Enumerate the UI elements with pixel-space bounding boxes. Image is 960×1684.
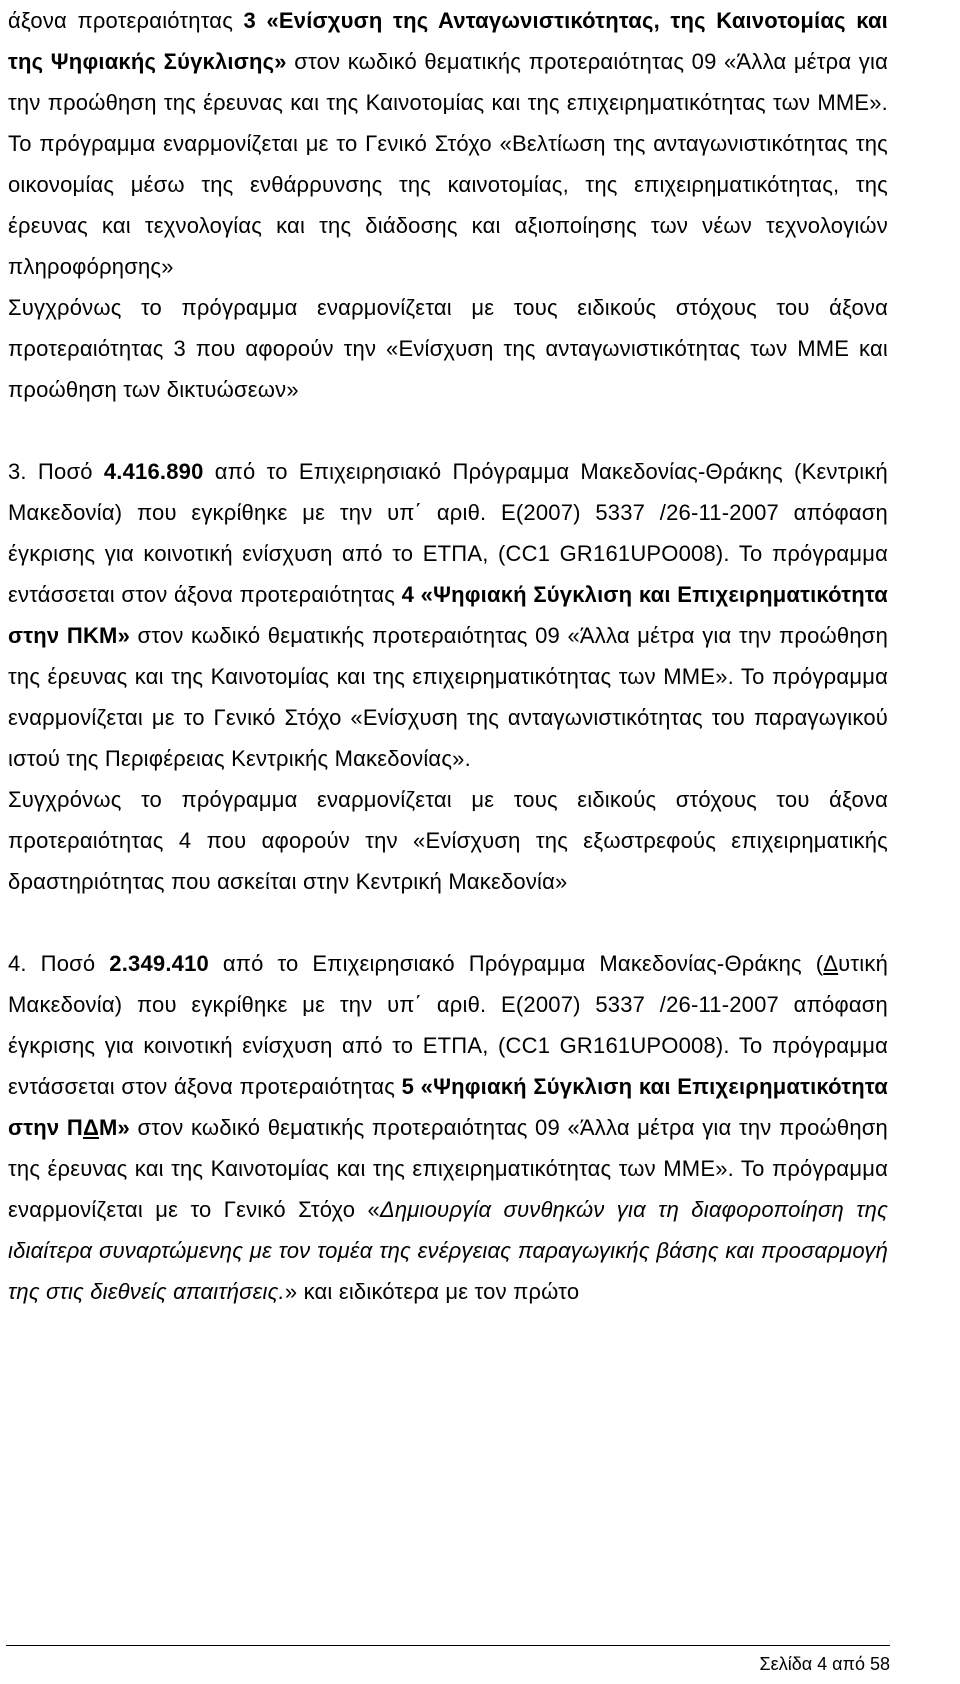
text: 5 «Ψηφιακή Σύγκλιση και Επιχειρηματικότητα στην Π	[8, 1074, 888, 1140]
underlined-text: Δ	[823, 951, 839, 976]
page-number: Σελίδα 4 από 58	[759, 1654, 890, 1674]
document-body	[8, 0, 888, 1312]
text: από το Επιχειρησιακό Πρόγραμμα Μακεδονίας-Θράκης (	[208, 951, 824, 976]
spacer	[8, 902, 888, 943]
spacer	[8, 410, 888, 451]
footer-divider	[6, 1645, 890, 1646]
text: Μ»	[98, 1115, 130, 1140]
text: 3. Ποσό	[8, 459, 104, 484]
bold-text: 4 «Ψηφιακή Σύγκλιση και Επιχειρηματικότητα στην ΠΚΜ»	[8, 582, 888, 648]
bold-amount: 4.416.890	[103, 459, 204, 484]
bold-text: 3 «Ενίσχυση της Ανταγωνιστικότητας, της Καινοτομίας και της Ψηφιακής Σύγκλισης»	[8, 8, 888, 74]
text: στον κωδικό θεματικής προτεραιότητας 09 «Άλλα μέτρα για την προώθηση της έρευνας και της Καινοτομίας και της επιχειρηματικότητας των ΜΜΕ». Το πρόγραμμα εναρμονίζεται με το Γενικό Στόχο «Βελτίωση της ανταγωνιστικότητας της οικονομίας μέσω της ενθάρρυνσης της καινοτομίας, της επιχειρηματικότητας, της έρευνας και τεχνολογίας και της διάδοσης και αξιοποίησης των νέων τεχνολογιών πληροφόρησης»	[8, 49, 888, 279]
text: » και ειδικότερα με τον πρώτο	[284, 1279, 580, 1304]
text: στον κωδικό θεματικής προτεραιότητας 09 «Άλλα μέτρα για την προώθηση της έρευνας και της Καινοτομίας και της επιχειρηματικότητας των ΜΜΕ». Το πρόγραμμα εναρμονίζεται με το Γενικό Στόχο «Ενίσχυση της ανταγωνιστικότητας του παραγωγικού ιστού της Περιφέρειας Κεντρικής Μακεδονίας».	[8, 623, 889, 771]
text: άξονα προτεραιότητας	[8, 8, 244, 33]
text: στον κωδικό θεματικής προτεραιότητας 09 «Άλλα μέτρα για την προώθηση της έρευνας και της Καινοτομίας και της επιχειρηματικότητας των ΜΜΕ». Το πρόγραμμα εναρμονίζεται με το Γενικό Στόχο «	[8, 1115, 888, 1222]
paragraph-amount-3	[8, 451, 888, 779]
paragraph-axis-3	[8, 0, 888, 287]
paragraph-specific-goals-3: Συγχρόνως το πρόγραμμα εναρμονίζεται με τους ειδικούς στόχους του άξονα προτεραιότητας 3 που αφορούν την «Ενίσχυση της ανταγωνιστικότητας των ΜΜΕ και προώθηση των δικτυώσεων»	[8, 295, 888, 402]
paragraph-amount-4	[8, 943, 888, 1312]
underlined-text: Δ	[82, 1115, 99, 1140]
paragraph-specific-goals-4: Συγχρόνως το πρόγραμμα εναρμονίζεται με τους ειδικούς στόχους του άξονα προτεραιότητας 4 που αφορούν την «Ενίσχυση της εξωστρεφούς επιχειρηματικής δραστηριότητας που ασκείται στην Κεντρική Μακεδονία»	[8, 787, 888, 894]
text: από το Επιχειρησιακό Πρόγραμμα Μακεδονίας-Θράκης (Κεντρική Μακεδονία) που εγκρίθηκε με την υπ΄ αριθ. Ε(2007) 5337 /26-11-2007 απόφαση έγκρισης για κοινοτική ενίσχυση από το ΕΤΠΑ, (CC1 GR161UPO008). Το πρόγραμμα εντάσσεται στον άξονα προτεραιότητας	[8, 459, 888, 607]
italic-text: Δημιουργία συνθηκών για τη διαφοροποίηση της ιδιαίτερα συναρτώμενης με τον τομέα της ενέργειας παραγωγικής βάσης και προσαρμογή της στις διεθνείς απαιτήσεις.	[8, 1197, 888, 1304]
bold-amount: 2.349.410	[109, 951, 209, 976]
text: 4. Ποσό	[8, 951, 110, 976]
text: υτική Μακεδονία) που εγκρίθηκε με την υπ΄ αριθ. Ε(2007) 5337 /26-11-2007 απόφαση έγκρισης για κοινοτική ενίσχυση από το ΕΤΠΑ, (CC1 GR161UPO008). Το πρόγραμμα εντάσσεται στον άξονα προτεραιότητας	[8, 951, 889, 1099]
